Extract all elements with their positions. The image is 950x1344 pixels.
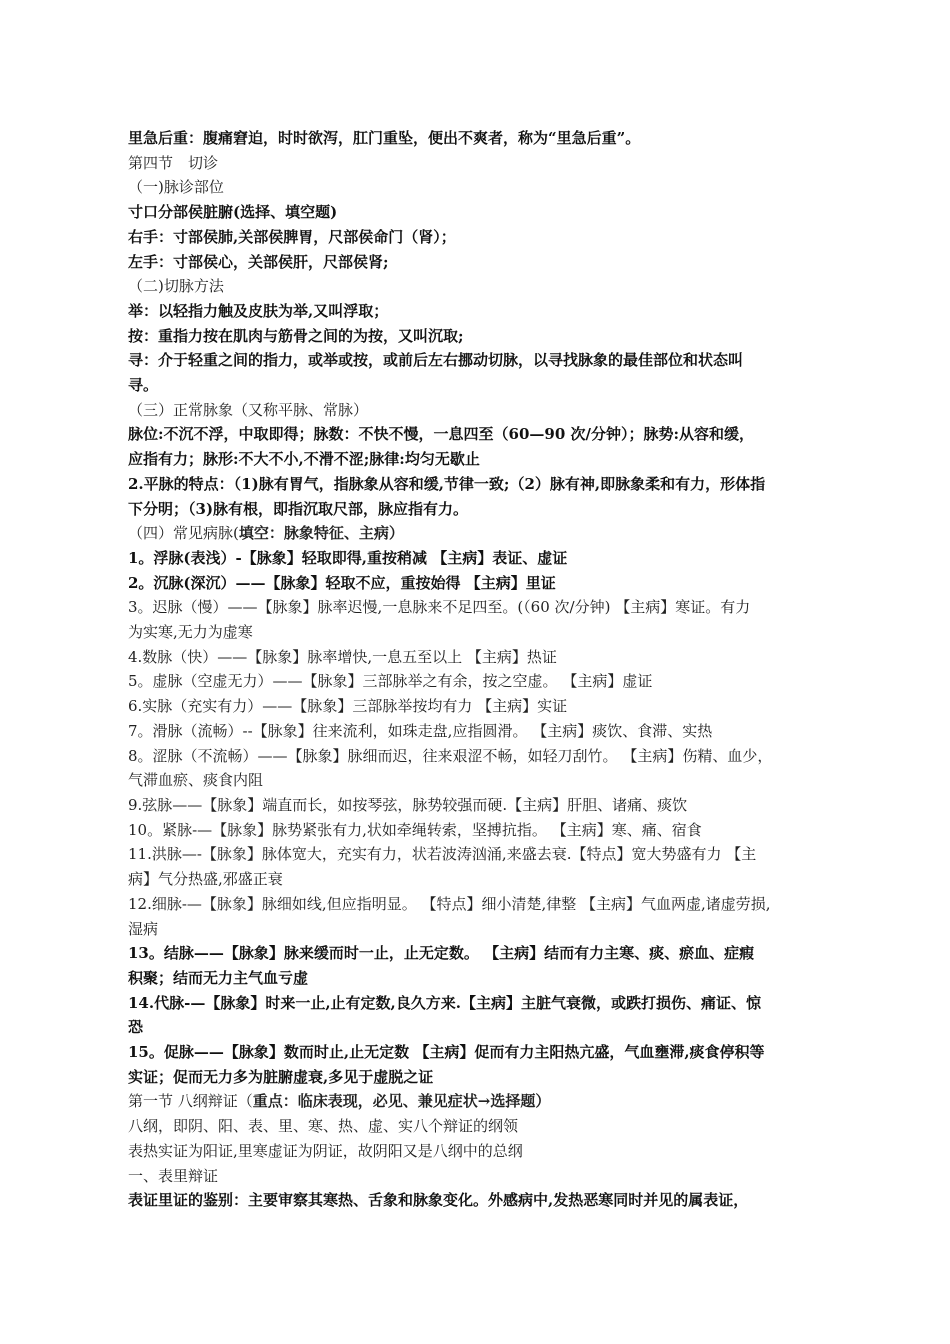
text-line: 9.弦脉——【脉象】端直而长，如按琴弦，脉势较强而硬.【主病】肝胆、诸痛、痰饮 bbox=[128, 795, 688, 814]
text-line: 病】气分热盛,邪盛正衰 bbox=[128, 870, 283, 889]
text-line bbox=[128, 521, 828, 546]
text-line: 1。浮脉(表浅）-【脉象】轻取即得,重按稍减 【主病】表证、虚证 bbox=[128, 548, 568, 567]
text-line: 下分明；（3)脉有根，即指沉取尺部，脉应指有力。 bbox=[128, 499, 469, 518]
document-body bbox=[128, 126, 828, 1213]
text-line: 10。紧脉-—【脉象】脉势紧张有力,状如牵绳转索，坚搏抗指。 【主病】寒、痛、宿食 bbox=[128, 820, 702, 839]
text-line: 12.细脉-—【脉象】脉细如线,但应指明显。 【特点】细小清楚,律整 【主病】气血两虚,诸虚劳损, bbox=[128, 894, 771, 913]
text-line: 一、表里辩证 bbox=[128, 1166, 219, 1185]
text-line: 4.数脉（快）——【脉象】脉率增快,一息五至以上 【主病】热证 bbox=[128, 647, 557, 666]
text-line: 气滞血瘀、痰食内阻 bbox=[128, 771, 264, 790]
text-line: 13。结脉——【脉象】脉来缓而时一止，止无定数。 【主病】结而有力主寒、痰、瘀血、症瘕 bbox=[128, 944, 755, 963]
text-line: 积聚；结而无力主气血亏虚 bbox=[128, 968, 309, 987]
text-line: 脉位:不沉不浮，中取即得；脉数：不快不慢，一息四至（60—90 次/分钟）；脉势:从容和缓， bbox=[128, 425, 755, 444]
text-line: 按：重指力按在肌肉与筋骨之间的为按，又叫沉取; bbox=[128, 326, 464, 345]
text-line: 举：以轻指力触及皮肤为举,又叫浮取； bbox=[128, 301, 389, 320]
text-line: 恐 bbox=[128, 1018, 144, 1037]
text-line: 14.代脉-—【脉象】时来一止,止有定数,良久方来.【主病】主脏气衰微，或跌打损伤、痛证、惊 bbox=[128, 993, 761, 1012]
text-line: 右手：寸部侯肺,关部侯脾胃，尺部侯命门（肾）； bbox=[128, 227, 456, 246]
text-line: 左手：寸部侯心，关部侯肝，尺部侯肾; bbox=[128, 252, 389, 271]
text-line: 寻。 bbox=[128, 376, 159, 395]
text-line: 2.平脉的特点：（1)脉有胃气，指脉象从容和缓,节律一致;（2）脉有神,即脉象柔和有力，形体指 bbox=[128, 474, 766, 493]
text-line: 11.洪脉—-【脉象】脉体宽大，充实有力，状若波涛汹涌,来盛去衰.【特点】宽大势盛有力 【主 bbox=[128, 845, 757, 864]
text-line: 寻：介于轻重之间的指力，或举或按，或前后左右挪动切脉，以寻找脉象的最佳部位和状态叫 bbox=[128, 351, 744, 370]
text-line: 6.实脉（充实有力）——【脉象】三部脉举按均有力 【主病】实证 bbox=[128, 697, 568, 716]
text-line-plain: 第一节 八纲辩证（ bbox=[128, 1092, 253, 1111]
text-line: 3。迟脉（慢）——【脉象】脉率迟慢,一息脉来不足四至。(（60 次/分钟) 【主病】寒证。有力 bbox=[128, 598, 751, 617]
text-line: 第四节 切诊 bbox=[128, 153, 219, 172]
text-line: 应指有力；脉形:不大不小,不滑不涩;脉律:均匀无歇止 bbox=[128, 450, 480, 469]
text-line: （二)切脉方法 bbox=[128, 277, 224, 296]
text-line: 15。促脉——【脉象】数而时止,止无定数 【主病】促而有力主阳热亢盛，气血壅滞,痰食停积等 bbox=[128, 1043, 765, 1062]
text-line-plain: （四）常见病脉( bbox=[128, 524, 239, 543]
text-line: （三）正常脉象（又称平脉、常脉） bbox=[128, 400, 369, 419]
text-line: 2。沉脉(深沉）——【脉象】轻取不应，重按始得 【主病】里证 bbox=[128, 573, 556, 592]
text-line: 实证；促而无力多为脏腑虚衰,多见于虚脱之证 bbox=[128, 1067, 434, 1086]
text-line: 5。虚脉（空虚无力）——【脉象】三部脉举之有余，按之空虚。 【主病】虚证 bbox=[128, 672, 653, 691]
text-line-bold: 重点：临床表现，必见、兼见症状→选择题） bbox=[252, 1092, 551, 1111]
text-line: 湿病 bbox=[128, 919, 159, 938]
text-line: 8。涩脉（不流畅）——【脉象】脉细而迟，往来艰涩不畅，如轻刀刮竹。 【主病】伤精、血少， bbox=[128, 746, 773, 765]
text-line: 八纲，即阴、阳、表、里、寒、热、虚、实八个辩证的纲领 bbox=[128, 1117, 519, 1136]
text-line: 里急后重：腹痛窘迫，时时欲泻，肛门重坠，便出不爽者，称为“里急后重”。 bbox=[128, 129, 641, 147]
text-line: 寸口分部侯脏腑(选择、填空题) bbox=[128, 203, 338, 222]
text-line: 表热实证为阳证,里寒虚证为阴证，故阴阳又是八纲中的总纲 bbox=[128, 1141, 523, 1160]
text-line: （一)脉诊部位 bbox=[128, 178, 224, 197]
text-line-bold: 填空：脉象特征、主病） bbox=[238, 524, 404, 543]
text-line: 7。滑脉（流畅）--【脉象】往来流利，如珠走盘,应指圆滑。 【主病】痰饮、食滞、实热 bbox=[128, 721, 713, 740]
text-line: 为实寒,无力为虚寒 bbox=[128, 623, 253, 642]
text-line bbox=[128, 1089, 828, 1114]
text-line: 表证里证的鉴别：主要审察其寒热、舌象和脉象变化。外感病中,发热恶寒同时并见的属表证， bbox=[128, 1191, 749, 1210]
